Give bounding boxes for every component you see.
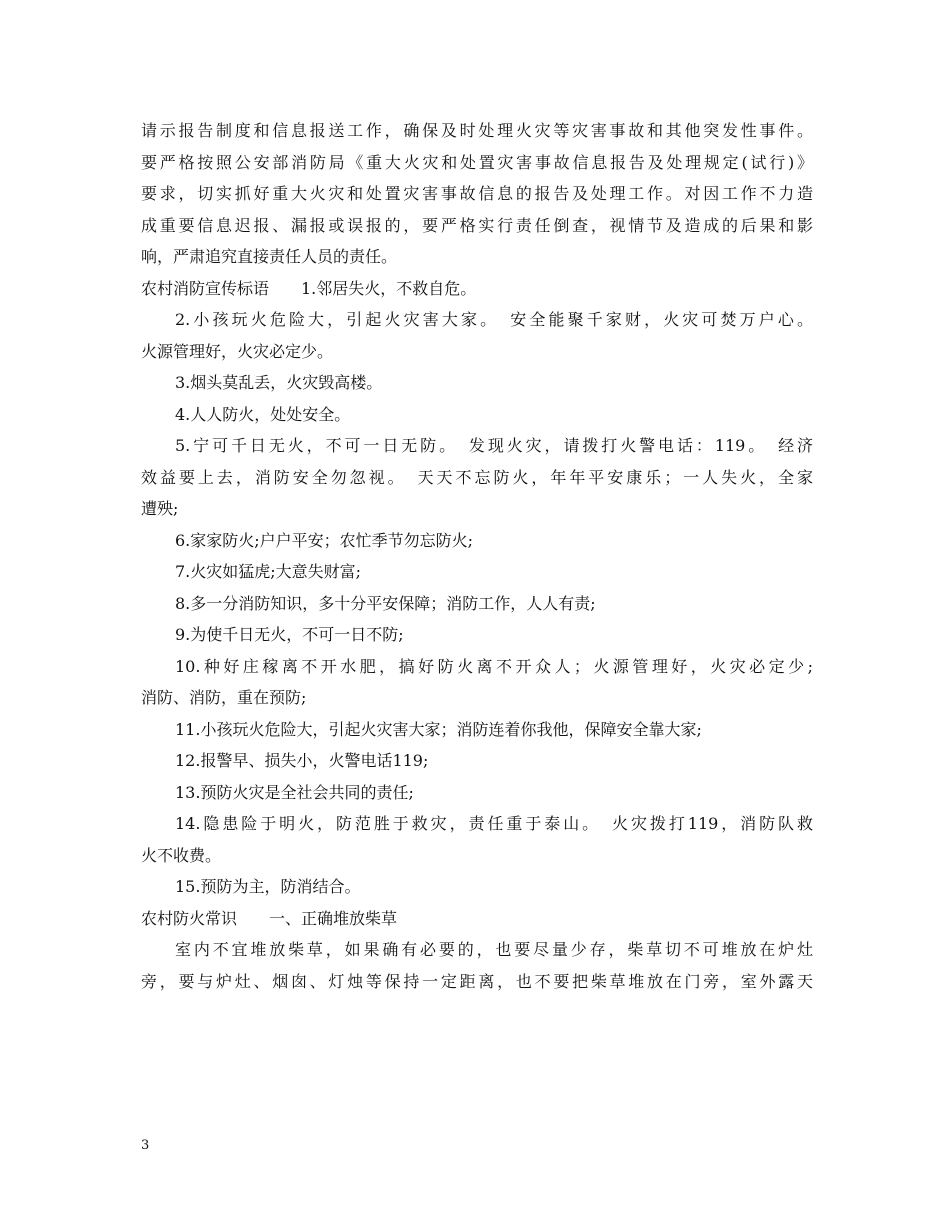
text-line: 成重要信息迟报、漏报或误报的，要严格实行责任倒查，视情节及造成的后果和影 <box>141 215 813 235</box>
text-line: 火不收费。 <box>141 845 222 865</box>
text-line: 10.种好庄稼离不开水肥，搞好防火离不开众人；火源管理好，火灾必定少; <box>175 656 813 676</box>
text-line: 2.小孩玩火危险大，引起火灾害大家。 安全能聚千家财，火灾可焚万户心。 <box>175 310 813 329</box>
text-line: 7.火灾如猛虎;大意失财富; <box>175 562 362 581</box>
text-line: 9.为使千日无火，不可一日不防; <box>175 625 404 644</box>
text-line: 3.烟头莫乱丢，火灾毁高楼。 <box>175 373 383 392</box>
text-line: 效益要上去，消防安全勿忽视。 天天不忘防火，年年平安康乐；一人失火，全家 <box>141 467 813 487</box>
text-line: 消防、消防，重在预防; <box>141 688 307 707</box>
text-line: 14.隐患险于明火，防范胜于救灾，责任重于泰山。 火灾拨打119，消防队救 <box>175 814 813 833</box>
document-body <box>141 115 813 997</box>
text-line: 8.多一分消防知识，多十分平安保障；消防工作，人人有责; <box>175 593 596 613</box>
text-line: 5.宁可千日无火，不可一日无防。 发现火灾，请拨打火警电话：119。 经济 <box>175 436 813 455</box>
text-line: 11.小孩玩火危险大，引起火灾害大家；消防连着你我他，保障安全靠大家; <box>175 719 702 739</box>
text-line: 6.家家防火;户户平安；农忙季节勿忘防火; <box>175 530 474 550</box>
text-line: 13.预防火灾是全社会共同的责任; <box>175 782 414 802</box>
text-line: 12.报警早、损失小，火警电话119; <box>175 751 429 770</box>
text-line: 室内不宜堆放柴草，如果确有必要的，也要尽量少存，柴草切不可堆放在炉灶 <box>175 940 813 959</box>
page-number: 3 <box>141 1138 150 1153</box>
text-line: 响，严肃追究直接责任人员的责任。 <box>141 247 398 266</box>
section-heading-fire-safety: 农村防火常识 一、正确堆放柴草 <box>141 908 398 928</box>
text-line: 15.预防为主，防消结合。 <box>175 877 361 896</box>
section-heading-slogans: 农村消防宣传标语 1.邻居失火，不救自危。 <box>141 278 477 298</box>
text-line: 4.人人防火，处处安全。 <box>175 404 351 424</box>
text-line: 要求，切实抓好重大火灾和处置灾害事故信息的报告及处理工作。对因工作不力造 <box>141 184 813 203</box>
text-line: 旁，要与炉灶、烟囱、灯烛等保持一定距离，也不要把柴草堆放在门旁，室外露天 <box>141 971 813 991</box>
text-line: 遭殃; <box>141 499 179 518</box>
text-line: 火源管理好，火灾必定少。 <box>141 341 334 361</box>
text-line: 要严格按照公安部消防局《重大火灾和处置灾害事故信息报告及处理规定(试行)》 <box>141 152 813 172</box>
text-line: 请示报告制度和信息报送工作，确保及时处理火灾等灾害事故和其他突发性事件。 <box>141 121 813 140</box>
